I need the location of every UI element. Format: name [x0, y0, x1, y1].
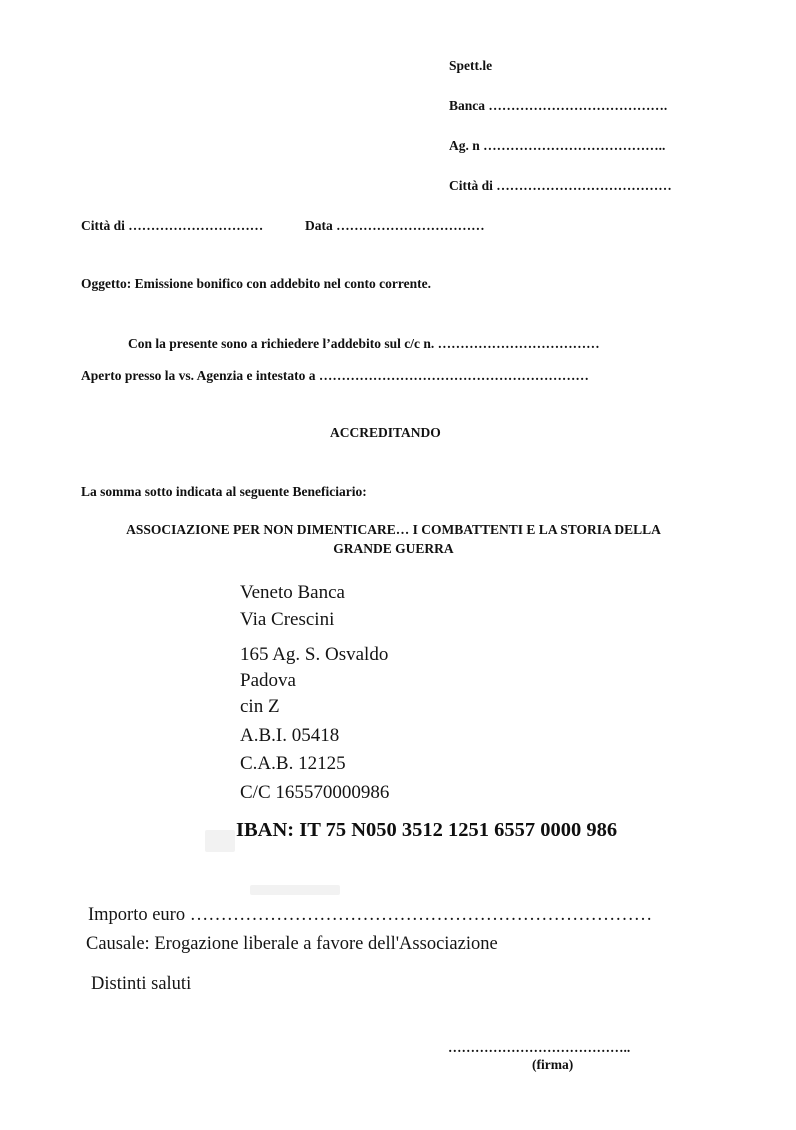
scan-artifact	[250, 885, 340, 895]
bank-name: Veneto Banca	[240, 582, 345, 603]
recipient-citta: Città di …………………………………	[449, 178, 672, 193]
header-data: Data ……………………………	[305, 218, 485, 233]
recipient-agenzia: Ag. n …………………………………..	[449, 138, 666, 153]
bank-iban: IBAN: IT 75 N050 3512 1251 6557 0000 986	[236, 819, 618, 841]
beneficiario-name-line-2: GRANDE GUERRA	[333, 541, 454, 556]
bank-cc: C/C 165570000986	[240, 782, 390, 803]
signature-line: …………………………………..	[448, 1040, 631, 1055]
body-line-2: Aperto presso la vs. Agenzia e intestato a ……………………………………………………	[81, 368, 589, 383]
oggetto: Oggetto: Emissione bonifico con addebito nel conto corrente.	[81, 276, 431, 291]
bank-cin: cin Z	[240, 696, 280, 717]
bank-city: Padova	[240, 670, 296, 691]
distinti-saluti: Distinti saluti	[91, 974, 192, 994]
accreditando-heading: ACCREDITANDO	[330, 425, 441, 440]
bank-cab: C.A.B. 12125	[240, 753, 346, 774]
bank-street: Via Crescini	[240, 609, 335, 630]
importo-euro: Importo euro …………………………………………………………………	[88, 905, 653, 925]
bank-abi: A.B.I. 05418	[240, 725, 340, 746]
recipient-spett: Spett.le	[449, 58, 493, 73]
scan-artifact	[205, 830, 235, 852]
header-citta: Città di …………………………	[81, 218, 264, 233]
beneficiario-intro: La somma sotto indicata al seguente Beneficiario:	[81, 484, 367, 499]
signature-label: (firma)	[532, 1057, 574, 1072]
causale: Causale: Erogazione liberale a favore dell'Associazione	[86, 934, 498, 954]
body-line-1: Con la presente sono a richiedere l’addebito sul c/c n. ………………………………	[128, 336, 600, 351]
recipient-banca: Banca ………………………………….	[449, 98, 668, 113]
bank-agency: 165 Ag. S. Osvaldo	[240, 644, 389, 665]
beneficiario-name-line-1: ASSOCIAZIONE PER NON DIMENTICARE… I COMBATTENTI E LA STORIA DELLA	[126, 522, 661, 537]
